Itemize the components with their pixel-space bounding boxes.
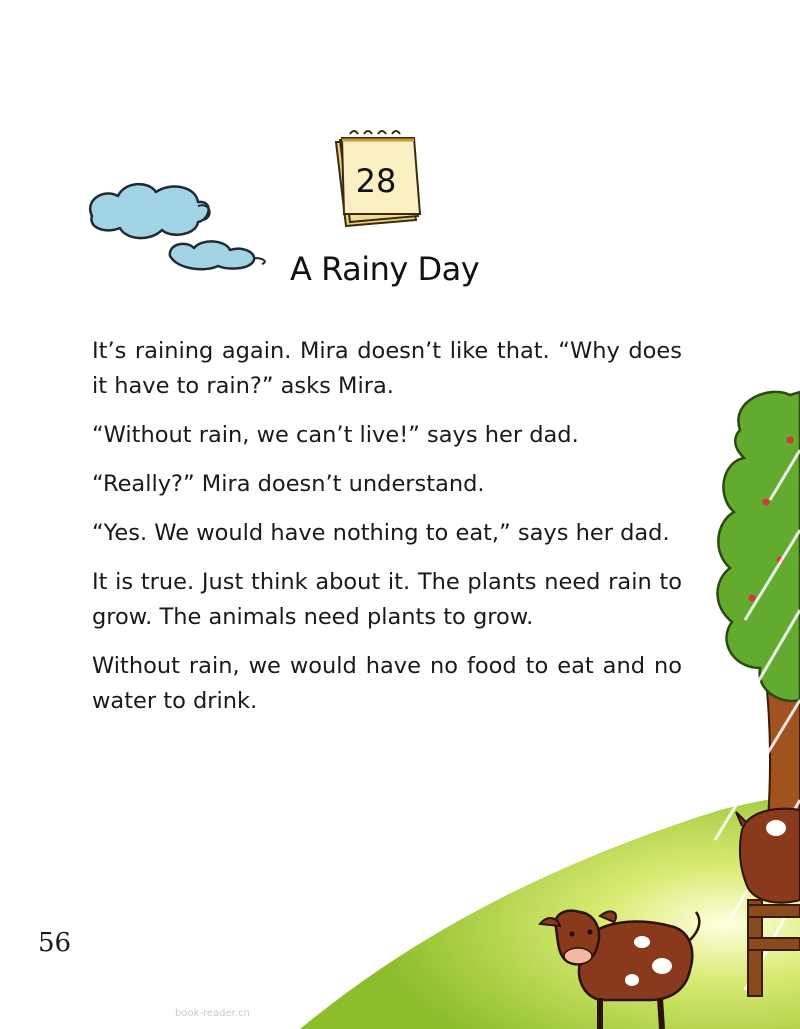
story-paragraph: It is true. Just think about it. The plants need rain to grow. The animals need plants to grow. (92, 569, 682, 630)
fence (748, 900, 800, 996)
page-number: 56 (38, 928, 72, 958)
story-paragraph: “Without rain, we can’t live!” says her dad. (92, 422, 579, 448)
cow-illustration (736, 809, 800, 903)
page-title: A Rainy Day (290, 250, 480, 288)
story-text (92, 334, 682, 733)
story-paragraph: “Really?” Mira doesn’t understand. (92, 471, 485, 497)
tree-illustration (718, 392, 800, 820)
cow-illustration (540, 911, 699, 1029)
story-paragraph: It’s raining again. Mira doesn’t like that. “Why does it have to rain?” asks Mira. (92, 338, 682, 399)
rain-streaks (715, 450, 800, 990)
story-paragraph: Without rain, we would have no food to eat and no water to drink. (92, 653, 682, 714)
watermark: book-reader.cn (175, 1008, 250, 1019)
lesson-number: 28 (355, 162, 397, 200)
grass-hill (300, 795, 800, 1029)
story-paragraph: “Yes. We would have nothing to eat,” says her dad. (92, 520, 670, 546)
cloud-icon (78, 176, 270, 276)
